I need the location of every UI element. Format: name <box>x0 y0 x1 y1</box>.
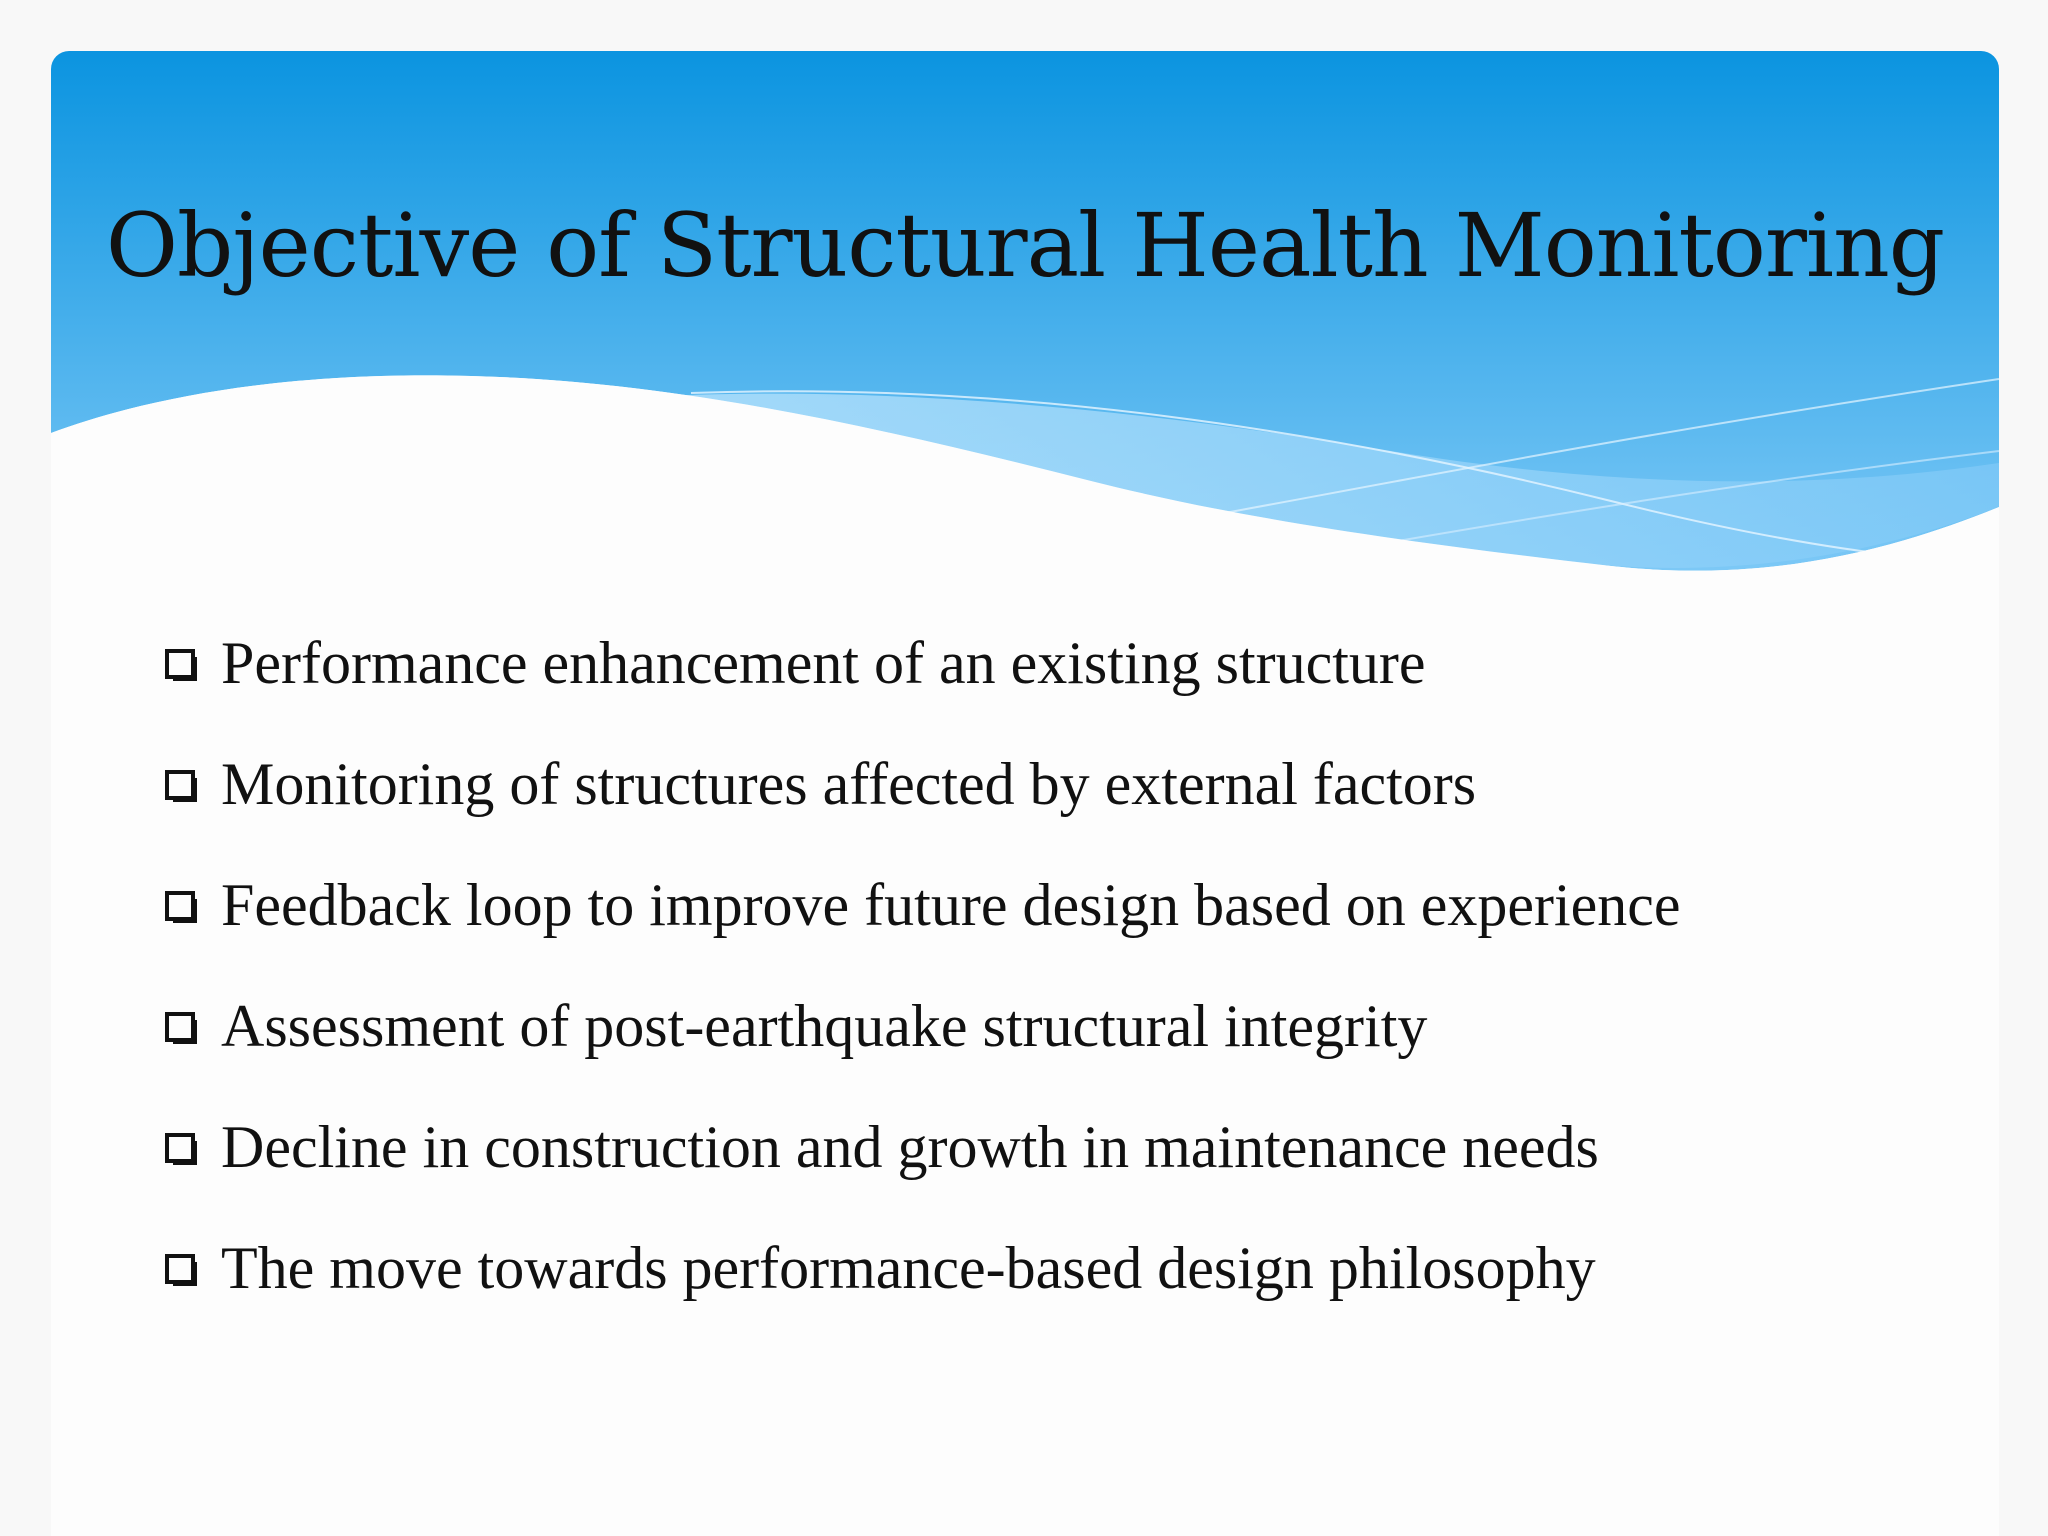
checkbox-square-icon <box>163 1131 199 1167</box>
checkbox-square-icon <box>163 889 199 925</box>
bullet-text: Performance enhancement of an existing structure <box>221 630 1426 696</box>
bullet-text: Decline in construction and growth in maintenance needs <box>221 1114 1599 1180</box>
list-item <box>163 974 1923 1078</box>
list-item <box>163 1216 1923 1320</box>
bullet-text: Monitoring of structures affected by external factors <box>221 751 1477 817</box>
checkbox-square-icon <box>163 1010 199 1046</box>
list-item <box>163 732 1923 836</box>
list-item <box>163 1095 1923 1199</box>
checkbox-square-icon <box>163 647 199 683</box>
list-item <box>163 611 1923 715</box>
checkbox-square-icon <box>163 768 199 804</box>
bullet-text: Feedback loop to improve future design based on experience <box>221 872 1681 938</box>
slide-title: Objective of Structural Health Monitoring <box>105 194 1945 297</box>
bullet-text: The move towards performance-based design philosophy <box>221 1235 1596 1301</box>
list-item <box>163 853 1751 957</box>
bullet-text: Assessment of post-earthquake structural integrity <box>221 993 1428 1059</box>
bullet-list <box>163 611 1923 1337</box>
checkbox-square-icon <box>163 1252 199 1288</box>
slide-canvas <box>51 51 1999 1536</box>
